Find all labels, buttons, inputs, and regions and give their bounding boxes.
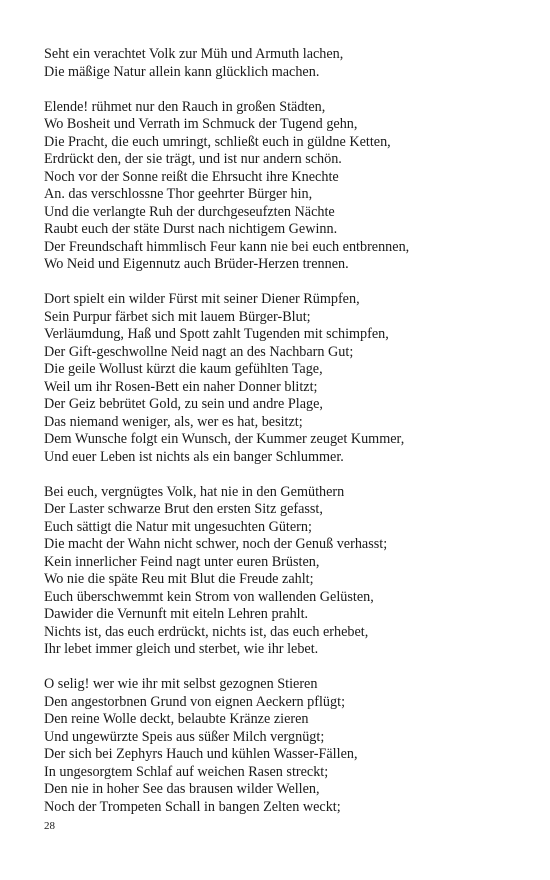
verse-line: Die Pracht, die euch umringt, schließt euch in güldne Ketten, xyxy=(44,133,391,150)
verse-line: Der Laster schwarze Brut den ersten Sitz gefasst, xyxy=(44,501,323,517)
page-number: 28 xyxy=(44,820,55,832)
verse-line: Noch der Trompeten Schall in bangen Zelten weckt; xyxy=(44,798,341,815)
verse-line: Elende! rühmet nur den Rauch in großen Städten, xyxy=(44,98,326,115)
verse-line: Sein Purpur färbet sich mit lauem Bürger-Blut; xyxy=(44,308,311,325)
verse-line: O selig! wer wie ihr mit selbst gezognen Stieren xyxy=(44,676,318,692)
verse-line: Wo Bosheit und Verrath im Schmuck der Tugend gehn, xyxy=(44,116,358,132)
verse-line: Kein innerlicher Feind nagt unter euren Brüsten, xyxy=(44,553,320,570)
verse-line: Der Freundschaft himmlisch Feur kann nie bei euch entbrennen, xyxy=(44,238,410,255)
verse-line: Raubt euch der stäte Durst nach nichtigem Gewinn. xyxy=(44,221,338,237)
verse-line: Die geile Wollust kürzt die kaum gefühlten Tage, xyxy=(44,361,323,377)
verse-line: Wo Neid und Eigennutz auch Brüder-Herzen trennen. xyxy=(44,256,349,272)
verse-line: Und euer Leben ist nichts als ein banger Schlummer. xyxy=(44,448,344,465)
verse-line: Euch sättigt die Natur mit ungesuchten Gütern; xyxy=(44,518,312,535)
verse-line: In ungesorgtem Schlaf auf weichen Rasen streckt; xyxy=(44,763,329,780)
verse-line: Den angestorbnen Grund von eignen Aeckern pflügt; xyxy=(44,693,346,710)
verse-line: Dem Wunsche folgt ein Wunsch, der Kummer zeuget Kummer, xyxy=(44,431,405,447)
stanza xyxy=(44,291,524,466)
verse-line: Noch vor der Sonne reißt die Ehrsucht ihre Knechte xyxy=(44,168,339,185)
verse-line: Verläumdung, Haß und Spott zahlt Tugenden mit schimpfen, xyxy=(44,326,389,342)
verse-line: Der sich bei Zephyrs Hauch und kühlen Wasser-Fällen, xyxy=(44,746,358,762)
verse-line: Das niemand weniger, als, wer es hat, besitzt; xyxy=(44,413,303,430)
verse-line: Der Geiz bebrütet Gold, zu sein und andre Plage, xyxy=(44,396,323,412)
verse-line: Und die verlangte Ruh der durchgeseufzten Nächte xyxy=(44,203,335,220)
verse-line: Wo nie die späte Reu mit Blut die Freude zahlt; xyxy=(44,571,314,587)
stanza xyxy=(44,484,524,659)
stanza xyxy=(44,676,524,816)
poem-text xyxy=(44,46,524,834)
verse-line: Bei euch, vergnügtes Volk, hat nie in den Gemüthern xyxy=(44,483,345,500)
verse-line: Ihr lebet immer gleich und sterbet, wie ihr lebet. xyxy=(44,641,319,657)
verse-line: An. das verschlossne Thor geehrter Bürger hin, xyxy=(44,186,313,202)
verse-line: Den nie in hoher See das brausen wilder Wellen, xyxy=(44,781,320,797)
verse-line: Die macht der Wahn nicht schwer, noch der Genuß verhasst; xyxy=(44,536,388,552)
verse-line: Nichts ist, das euch erdrückt, nichts ist, das euch erhebet, xyxy=(44,623,369,640)
verse-line: Erdrückt den, der sie trägt, und ist nur andern schön. xyxy=(44,151,342,167)
verse-line: Die mäßige Natur allein kann glücklich machen. xyxy=(44,63,320,80)
verse-line: Seht ein verachtet Volk zur Müh und Armuth lachen, xyxy=(44,46,344,62)
verse-line: Den reine Wolle deckt, belaubte Kränze zieren xyxy=(44,711,309,727)
verse-line: Dawider die Vernunft mit eiteln Lehren prahlt. xyxy=(44,606,309,622)
verse-line: Dort spielt ein wilder Fürst mit seiner Diener Rümpfen, xyxy=(44,291,360,307)
verse-line: Weil um ihr Rosen-Bett ein naher Donner blitzt; xyxy=(44,378,318,395)
stanza xyxy=(44,46,524,81)
stanza xyxy=(44,99,524,274)
verse-line: Der Gift-geschwollne Neid nagt an des Nachbarn Gut; xyxy=(44,343,354,360)
verse-line: Und ungewürzte Speis aus süßer Milch vergnügt; xyxy=(44,728,325,745)
verse-line: Euch überschwemmt kein Strom von wallenden Gelüsten, xyxy=(44,588,374,605)
